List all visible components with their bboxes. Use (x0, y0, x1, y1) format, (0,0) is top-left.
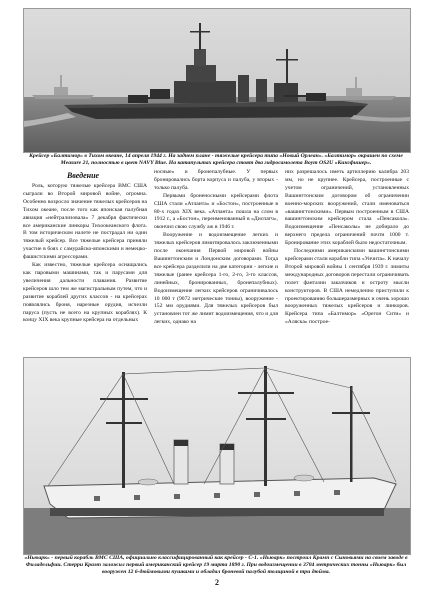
text-column-2 (154, 169, 278, 327)
section-heading: Введение (66, 171, 100, 180)
text-column-3 (285, 169, 409, 327)
cruiser-newark-photo (23, 357, 411, 555)
cruiser-baltimore-photo (23, 8, 411, 153)
sailing-cruiser-image (24, 358, 410, 554)
text-column-1 (23, 183, 147, 325)
paragraph: носные» и бронепалубные. У первых бронировались борта корпуса и палуба, у вторых - только палуба. (154, 169, 278, 191)
cruiser-at-sea-image (24, 9, 410, 152)
photo-caption-bottom: «Ньюарк» - первый корабль ВМС США, официально классифицированный как крейсер - С-1. «Ньюарк» построил Крамп с Сыновьями на своем заводе в Филадельфии. Стерри Крамп заложил первый американский крейсер 19 марта 1890 г. При водоизмещении в 3704 метрических тонны «Ньюарк» был вооружен 12 6-дюймовыми пушками и обладал броневой палубой толщиной в три дюйма. (24, 555, 408, 576)
paragraph: Первыми броненосными крейсерами флота США стали «Атланта» и «Бостон», построенные в 80-х годах XIX века. «Атланта» пошла на слом в 1912 г., а «Бостон», переименованный в «Диспатч», окончил свою службу аж в 1946 г. (154, 192, 278, 231)
page-number: 2 (215, 578, 219, 587)
paragraph: Как известно, тяжелые крейсера оснащались как паровыми машинами, так и парусами для увеличения дальности плавания. Развитие крейсеров шло тем же магистральным путем, что и развитие кораблей других классов - на крейсерах появлялись броня, нарезные орудия, исчезли паруса (пусть не всего на крупных кораблях). К концу XIX века крупные крейсера на отдельных (23, 262, 147, 324)
paragraph: Роль, которую тяжелые крейсера ВМС США сыграли во Второй мировой войне, огромна. Особенно возросло значение тяжелых крейсеров на Тихом океане, после того как японская палубная авиация «нейтрализовала» 7 декабря фактически все американские линкоры Тихоокеанского флота. В том историческом налете не пострадал ни один тяжелый крейсер. Все тяжелые крейсера приняли участие в боях с самурайско-японскими и немецко-фашистскими агрессорами. (23, 183, 147, 261)
paragraph: Последними американскими вашингтонскими крейсерами стали корабли типа «Уичита». К началу Второй мировой войны 1 сентября 1939 г. лимиты международных договоров перестали ограничивать полет фантазии заказчиков и остроту мысли конструкторов. В США немедленно приступили к проектированию большеразмерных и очень хорошо вооруженных тяжелых крейсеров и линкоров. Крейсера типа «Балтимор» «Орегон Сити» и «Аляска» построе- (285, 248, 409, 326)
paragraph: Вооружение и водоизмещение легких и тяжелых крейсеров лимитировалось заключенными после окончания Первой мировой войны Вашингтонским и Лондонским договорами. Тогда все крейсера разделили на две категории - легкие и тяжелые (ранее крейсера 1-го, 2-го, 3-го классов, линейных, бронированных, бронепалубных). Водоизмещение легких крейсеров ограничивалось 10 000 т (9072 метрические тонны), вооружение - 152 мм орудиями. Для тяжелых крейсеров был установлен тот же лимит водоизмещения, что и для легких, однако на (154, 232, 278, 326)
photo-caption-top: Крейсер «Балтимор» в Тихом океане, 14 апреля 1944 г. На заднем плане - тяжелые крейсера типа «Новый Орлеан». «Балтимор» окрашен по схеме Measure 21, полностью в цвет NAVY Blue. На катапультах крейсера стоят два гидросамолета Воут OS2U «Кингфишер». (29, 153, 403, 167)
paragraph: них разрешалось иметь артиллерию калибра 203 мм, но не крупнее. Крейсера, построенные с учетом ограничений, установленных Вашингтонским договором об ограничении военно-морских вооружений, стали именоваться «вашингтонскими». Первым построенным в США вашингтонским крейсером стала «Пенсакола». Водоизмещение «Пенсаколы» не добирало до верхнего предела ограничений почти 1000 т. Бронирование этих кораблей было недостаточным. (285, 169, 409, 247)
